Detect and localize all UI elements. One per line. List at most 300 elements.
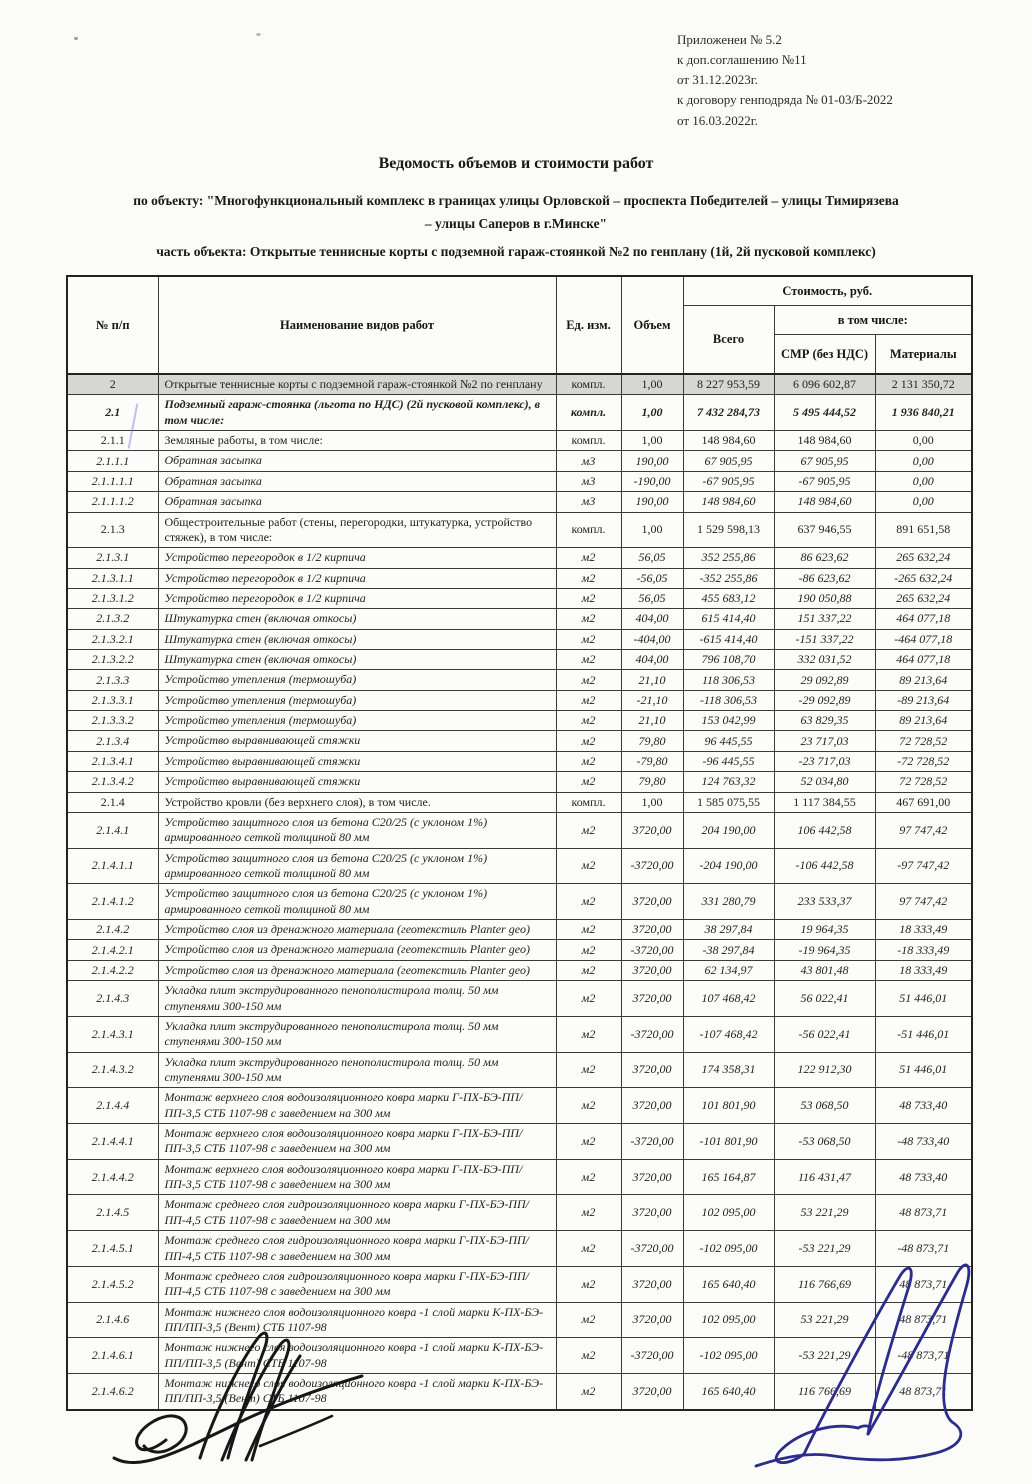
object-part-line: часть объекта: Открытые теннисные корты с подземной гараж-стоянкой №2 по генплану (1й, 2й пусковой комплекс) xyxy=(156,244,876,259)
smr-cell: 43 801,48 xyxy=(774,960,875,980)
volume-cell: 79,80 xyxy=(621,731,683,751)
smr-cell: 1 117 384,55 xyxy=(774,792,875,812)
row-number-cell: 2.1.4.6 xyxy=(67,1302,158,1338)
table-row xyxy=(67,548,972,568)
table-row xyxy=(67,812,972,848)
total-cell: 153 042,99 xyxy=(683,711,774,731)
appendix-line: от 16.03.2022г. xyxy=(677,112,758,128)
total-cell: -101 801,90 xyxy=(683,1124,774,1160)
table-row xyxy=(67,1231,972,1267)
volume-cell: 3720,00 xyxy=(621,1374,683,1410)
header-work-name: Наименование видов работ xyxy=(158,276,556,374)
row-number-cell: 2.1.3.1.2 xyxy=(67,588,158,608)
materials-cell: 891 651,58 xyxy=(875,512,972,548)
table-row xyxy=(67,731,972,751)
unit-cell: м2 xyxy=(556,1052,621,1088)
smr-cell: 116 766,69 xyxy=(774,1266,875,1302)
unit-cell: м2 xyxy=(556,650,621,670)
smr-cell: 106 442,58 xyxy=(774,812,875,848)
table-row xyxy=(67,1374,972,1410)
object-description xyxy=(36,190,996,236)
volume-cell: 3720,00 xyxy=(621,1195,683,1231)
table-row xyxy=(67,431,972,451)
total-cell: 455 683,12 xyxy=(683,588,774,608)
table-row xyxy=(67,884,972,920)
smr-cell: 332 031,52 xyxy=(774,650,875,670)
row-number-cell: 2.1.1.1 xyxy=(67,451,158,471)
unit-cell: м2 xyxy=(556,981,621,1017)
materials-cell: 89 213,64 xyxy=(875,670,972,690)
volume-cell: -404,00 xyxy=(621,629,683,649)
materials-cell: 48 873,71 xyxy=(875,1374,972,1410)
smr-cell: -86 623,62 xyxy=(774,568,875,588)
smr-cell: 5 495 444,52 xyxy=(774,395,875,431)
unit-cell: компл. xyxy=(556,374,621,395)
unit-cell: м2 xyxy=(556,568,621,588)
materials-cell: -265 632,24 xyxy=(875,568,972,588)
row-number-cell: 2.1.4.3 xyxy=(67,981,158,1017)
volume-cell: 404,00 xyxy=(621,650,683,670)
total-cell: 118 306,53 xyxy=(683,670,774,690)
unit-cell: м2 xyxy=(556,1266,621,1302)
table-header xyxy=(67,276,972,374)
unit-cell: м2 xyxy=(556,548,621,568)
appendix-header-block xyxy=(677,30,893,131)
volume-cell: -3720,00 xyxy=(621,940,683,960)
work-name-cell: Обратная засыпка xyxy=(158,451,556,471)
table-row xyxy=(67,792,972,812)
smr-cell: 53 068,50 xyxy=(774,1088,875,1124)
unit-cell: м2 xyxy=(556,1124,621,1160)
row-number-cell: 2.1.4.2.2 xyxy=(67,960,158,980)
work-name-cell: Устройство кровли (без верхнего слоя), в том числе. xyxy=(158,792,556,812)
total-cell: 1 585 075,55 xyxy=(683,792,774,812)
volume-cell: 3720,00 xyxy=(621,1088,683,1124)
unit-cell: м2 xyxy=(556,812,621,848)
total-cell: 38 297,84 xyxy=(683,920,774,940)
row-number-cell: 2.1.4.1.2 xyxy=(67,884,158,920)
work-name-cell: Монтаж нижнего слоя водоизоляционного ковра -1 слой марки К-ПХ-БЭ-ПП/ПП-3,5 (Вент) СТБ 1107-98 xyxy=(158,1302,556,1338)
work-name-cell: Монтаж среднего слоя гидроизоляционного ковра марки Г-ПХ-БЭ-ПП/ПП-4,5 СТБ 1107-98 с заведением на 300 мм xyxy=(158,1266,556,1302)
work-name-cell: Устройство слоя из дренажного материала (геотекстиль Planter geo) xyxy=(158,920,556,940)
unit-cell: м2 xyxy=(556,772,621,792)
row-number-cell: 2.1.4 xyxy=(67,792,158,812)
header-cost-group: Стоимость, руб. xyxy=(683,276,972,306)
volume-cell: 404,00 xyxy=(621,609,683,629)
table-row xyxy=(67,940,972,960)
row-number-cell: 2.1.1.1.2 xyxy=(67,492,158,512)
work-name-cell: Монтаж нижнего слоя водоизоляционного ковра -1 слой марки К-ПХ-БЭ-ПП/ПП-3,5 (Вент) СТБ 1107-98 xyxy=(158,1338,556,1374)
materials-cell: 97 747,42 xyxy=(875,884,972,920)
smr-cell: 53 221,29 xyxy=(774,1195,875,1231)
smr-cell: 23 717,03 xyxy=(774,731,875,751)
row-number-cell: 2.1.3.2.2 xyxy=(67,650,158,670)
unit-cell: компл. xyxy=(556,792,621,812)
smr-cell: 29 092,89 xyxy=(774,670,875,690)
table-row xyxy=(67,1338,972,1374)
materials-cell: -97 747,42 xyxy=(875,848,972,884)
materials-cell: -18 333,49 xyxy=(875,940,972,960)
volume-cell: -3720,00 xyxy=(621,848,683,884)
volume-cell: 190,00 xyxy=(621,492,683,512)
unit-cell: м2 xyxy=(556,711,621,731)
work-name-cell: Устройство выравнивающей стяжки xyxy=(158,731,556,751)
appendix-line: Приложенеи № 5.2 xyxy=(677,32,782,47)
smr-cell: -29 092,89 xyxy=(774,690,875,710)
smr-cell: -53 068,50 xyxy=(774,1124,875,1160)
table-row xyxy=(67,471,972,491)
materials-cell: 97 747,42 xyxy=(875,812,972,848)
materials-cell: -48 873,71 xyxy=(875,1231,972,1267)
row-number-cell: 2.1 xyxy=(67,395,158,431)
work-name-cell: Обратная засыпка xyxy=(158,492,556,512)
header-total: Всего xyxy=(683,306,774,375)
work-name-cell: Монтаж верхнего слоя водоизоляционного ковра марки Г-ПХ-БЭ-ПП/ПП-3,5 СТБ 1107-98 с заведением на 300 мм xyxy=(158,1159,556,1195)
smr-cell: 637 946,55 xyxy=(774,512,875,548)
unit-cell: м2 xyxy=(556,731,621,751)
smr-cell: -56 022,41 xyxy=(774,1016,875,1052)
smr-cell: 148 984,60 xyxy=(774,431,875,451)
unit-cell: м2 xyxy=(556,588,621,608)
materials-cell: 464 077,18 xyxy=(875,609,972,629)
materials-cell: 464 077,18 xyxy=(875,650,972,670)
materials-cell: 72 728,52 xyxy=(875,772,972,792)
volume-cell: -3720,00 xyxy=(621,1124,683,1160)
materials-cell: 48 733,40 xyxy=(875,1159,972,1195)
smr-cell: 19 964,35 xyxy=(774,920,875,940)
row-number-cell: 2.1.3.3.2 xyxy=(67,711,158,731)
work-name-cell: Штукатурка стен (включая откосы) xyxy=(158,650,556,670)
unit-cell: м2 xyxy=(556,1195,621,1231)
materials-cell: 48 873,71 xyxy=(875,1195,972,1231)
total-cell: -96 445,55 xyxy=(683,751,774,771)
work-name-cell: Монтаж среднего слоя гидроизоляционного ковра марки Г-ПХ-БЭ-ПП/ПП-4,5 СТБ 1107-98 с заведением на 300 мм xyxy=(158,1195,556,1231)
work-name-cell: Укладка плит экструдированного пенополистирола толщ. 50 мм ступенями 300-150 мм xyxy=(158,1016,556,1052)
volume-cell: 1,00 xyxy=(621,374,683,395)
table-row xyxy=(67,374,972,395)
table-row xyxy=(67,568,972,588)
materials-cell: 265 632,24 xyxy=(875,548,972,568)
work-table-body xyxy=(67,374,972,1410)
table-row xyxy=(67,1195,972,1231)
table-row xyxy=(67,920,972,940)
work-name-cell: Общестроительные работ (стены, перегородки, штукатурка, устройство стяжек), в том числе: xyxy=(158,512,556,548)
smr-cell: 233 533,37 xyxy=(774,884,875,920)
total-cell: 165 640,40 xyxy=(683,1374,774,1410)
total-cell: -102 095,00 xyxy=(683,1231,774,1267)
materials-cell: 48 873,71 xyxy=(875,1302,972,1338)
header-materials: Материалы xyxy=(875,335,972,375)
row-number-cell: 2.1.4.1.1 xyxy=(67,848,158,884)
document-title: Ведомость объемов и стоимости работ xyxy=(378,155,654,172)
volume-cell: 3720,00 xyxy=(621,920,683,940)
work-name-cell: Устройство слоя из дренажного материала (геотекстиль Planter geo) xyxy=(158,940,556,960)
total-cell: 107 468,42 xyxy=(683,981,774,1017)
unit-cell: м2 xyxy=(556,920,621,940)
materials-cell: 2 131 350,72 xyxy=(875,374,972,395)
volume-cell: 190,00 xyxy=(621,451,683,471)
volume-cell: 1,00 xyxy=(621,395,683,431)
work-name-cell: Устройство защитного слоя из бетона С20/25 (с уклоном 1%) армированного сеткой толщиной 80 мм xyxy=(158,812,556,848)
smr-cell: 67 905,95 xyxy=(774,451,875,471)
volume-cell: 3720,00 xyxy=(621,812,683,848)
row-number-cell: 2.1.4.2.1 xyxy=(67,940,158,960)
materials-cell: 89 213,64 xyxy=(875,711,972,731)
materials-cell: 1 936 840,21 xyxy=(875,395,972,431)
appendix-line: от 31.12.2023г. xyxy=(677,72,758,88)
volume-cell: 3720,00 xyxy=(621,1266,683,1302)
unit-cell: м3 xyxy=(556,471,621,491)
volume-cell: 56,05 xyxy=(621,588,683,608)
materials-cell: 265 632,24 xyxy=(875,588,972,608)
work-name-cell: Устройство выравнивающей стяжки xyxy=(158,772,556,792)
unit-cell: м2 xyxy=(556,1338,621,1374)
row-number-cell: 2 xyxy=(67,374,158,395)
smr-cell: 53 221,29 xyxy=(774,1302,875,1338)
total-cell: 148 984,60 xyxy=(683,431,774,451)
volume-cell: 3720,00 xyxy=(621,1159,683,1195)
smr-cell: -23 717,03 xyxy=(774,751,875,771)
row-number-cell: 2.1.4.3.2 xyxy=(67,1052,158,1088)
work-name-cell: Устройство перегородок в 1/2 кирпича xyxy=(158,588,556,608)
materials-cell: -48 873,71 xyxy=(875,1338,972,1374)
row-number-cell: 2.1.4.1 xyxy=(67,812,158,848)
table-row xyxy=(67,512,972,548)
work-name-cell: Подземный гараж-стоянка (льгота по НДС) (2й пусковой комплекс), в том числе: xyxy=(158,395,556,431)
volume-cell: 1,00 xyxy=(621,431,683,451)
work-name-cell: Укладка плит экструдированного пенополистирола толщ. 50 мм ступенями 300-150 мм xyxy=(158,1052,556,1088)
work-name-cell: Монтаж верхнего слоя водоизоляционного ковра марки Г-ПХ-БЭ-ПП/ПП-3,5 СТБ 1107-98 с заведением на 300 мм xyxy=(158,1124,556,1160)
total-cell: 67 905,95 xyxy=(683,451,774,471)
total-cell: 101 801,90 xyxy=(683,1088,774,1124)
unit-cell: м2 xyxy=(556,1302,621,1338)
unit-cell: компл. xyxy=(556,512,621,548)
volume-cell: 79,80 xyxy=(621,772,683,792)
header-smr: СМР (без НДС) xyxy=(774,335,875,375)
table-row xyxy=(67,670,972,690)
smr-cell: 116 431,47 xyxy=(774,1159,875,1195)
smr-cell: 151 337,22 xyxy=(774,609,875,629)
total-cell: 124 763,32 xyxy=(683,772,774,792)
volume-cell: -3720,00 xyxy=(621,1016,683,1052)
volume-cell: 3720,00 xyxy=(621,1052,683,1088)
scan-artifact xyxy=(256,33,261,36)
work-volume-cost-table xyxy=(66,275,973,1411)
total-cell: 96 445,55 xyxy=(683,731,774,751)
materials-cell: -48 733,40 xyxy=(875,1124,972,1160)
row-number-cell: 2.1.4.6.1 xyxy=(67,1338,158,1374)
smr-cell: -67 905,95 xyxy=(774,471,875,491)
total-cell: -67 905,95 xyxy=(683,471,774,491)
volume-cell: -3720,00 xyxy=(621,1231,683,1267)
header-volume: Объем xyxy=(621,276,683,374)
unit-cell: м2 xyxy=(556,629,621,649)
total-cell: 102 095,00 xyxy=(683,1195,774,1231)
materials-cell: 467 691,00 xyxy=(875,792,972,812)
row-number-cell: 2.1.4.5.2 xyxy=(67,1266,158,1302)
materials-cell: 0,00 xyxy=(875,451,972,471)
total-cell: 204 190,00 xyxy=(683,812,774,848)
row-number-cell: 2.1.3 xyxy=(67,512,158,548)
row-number-cell: 2.1.4.3.1 xyxy=(67,1016,158,1052)
volume-cell: 3720,00 xyxy=(621,960,683,980)
volume-cell: 3720,00 xyxy=(621,884,683,920)
volume-cell: -190,00 xyxy=(621,471,683,491)
volume-cell: 1,00 xyxy=(621,792,683,812)
row-number-cell: 2.1.3.3.1 xyxy=(67,690,158,710)
table-row xyxy=(67,711,972,731)
volume-cell: 1,00 xyxy=(621,512,683,548)
total-cell: 62 134,97 xyxy=(683,960,774,980)
table-row xyxy=(67,1088,972,1124)
total-cell: 8 227 953,59 xyxy=(683,374,774,395)
volume-cell: 56,05 xyxy=(621,548,683,568)
table-row xyxy=(67,1124,972,1160)
work-name-cell: Устройство выравнивающей стяжки xyxy=(158,751,556,771)
materials-cell: 48 873,71 xyxy=(875,1266,972,1302)
volume-cell: 21,10 xyxy=(621,711,683,731)
unit-cell: м3 xyxy=(556,492,621,512)
volume-cell: -3720,00 xyxy=(621,1338,683,1374)
object-line-1: по объекту: "Многофункциональный комплекс в границах улицы Орловской – проспекта Победителей – улицы Тимирязева xyxy=(133,193,899,208)
volume-cell: -21,10 xyxy=(621,690,683,710)
total-cell: -102 095,00 xyxy=(683,1338,774,1374)
unit-cell: м2 xyxy=(556,670,621,690)
object-line-2: – улицы Саперов в г.Минске" xyxy=(424,215,608,231)
total-cell: -107 468,42 xyxy=(683,1016,774,1052)
row-number-cell: 2.1.3.4 xyxy=(67,731,158,751)
table-row xyxy=(67,451,972,471)
smr-cell: 52 034,80 xyxy=(774,772,875,792)
materials-cell: -464 077,18 xyxy=(875,629,972,649)
table-row xyxy=(67,650,972,670)
smr-cell: -151 337,22 xyxy=(774,629,875,649)
total-cell: 352 255,86 xyxy=(683,548,774,568)
smr-cell: -53 221,29 xyxy=(774,1231,875,1267)
smr-cell: 63 829,35 xyxy=(774,711,875,731)
smr-cell: 122 912,30 xyxy=(774,1052,875,1088)
row-number-cell: 2.1.1 xyxy=(67,431,158,451)
row-number-cell: 2.1.3.4.1 xyxy=(67,751,158,771)
work-name-cell: Устройство защитного слоя из бетона С20/25 (с уклоном 1%) армированного сеткой толщиной 80 мм xyxy=(158,848,556,884)
smr-cell: 190 050,88 xyxy=(774,588,875,608)
smr-cell: 6 096 602,87 xyxy=(774,374,875,395)
total-cell: 148 984,60 xyxy=(683,492,774,512)
unit-cell: м2 xyxy=(556,1374,621,1410)
smr-cell: -106 442,58 xyxy=(774,848,875,884)
materials-cell: 18 333,49 xyxy=(875,920,972,940)
header-including: в том числе: xyxy=(774,306,972,335)
table-row xyxy=(67,588,972,608)
table-row xyxy=(67,981,972,1017)
work-name-cell: Монтаж среднего слоя гидроизоляционного ковра марки Г-ПХ-БЭ-ПП/ПП-4,5 СТБ 1107-98 с заведением на 300 мм xyxy=(158,1231,556,1267)
table-row xyxy=(67,1302,972,1338)
total-cell: -38 297,84 xyxy=(683,940,774,960)
unit-cell: м2 xyxy=(556,751,621,771)
work-name-cell: Монтаж нижнего слоя водоизоляционного ковра -1 слой марки К-ПХ-БЭ-ПП/ПП-3,5 (Вент) СТБ 1107-98 xyxy=(158,1374,556,1410)
table-row xyxy=(67,1052,972,1088)
row-number-cell: 2.1.4.4.1 xyxy=(67,1124,158,1160)
total-cell: 1 529 598,13 xyxy=(683,512,774,548)
smr-cell: 116 766,69 xyxy=(774,1374,875,1410)
table-row xyxy=(67,395,972,431)
table-row xyxy=(67,609,972,629)
table-row xyxy=(67,960,972,980)
materials-cell: -89 213,64 xyxy=(875,690,972,710)
work-name-cell: Земляные работы, в том числе: xyxy=(158,431,556,451)
row-number-cell: 2.1.3.2 xyxy=(67,609,158,629)
unit-cell: м3 xyxy=(556,451,621,471)
work-name-cell: Укладка плит экструдированного пенополистирола толщ. 50 мм ступенями 300-150 мм xyxy=(158,981,556,1017)
row-number-cell: 2.1.4.6.2 xyxy=(67,1374,158,1410)
work-name-cell: Монтаж верхнего слоя водоизоляционного ковра марки Г-ПХ-БЭ-ПП/ПП-3,5 СТБ 1107-98 с заведением на 300 мм xyxy=(158,1088,556,1124)
total-cell: 615 414,40 xyxy=(683,609,774,629)
total-cell: 165 640,40 xyxy=(683,1266,774,1302)
smr-cell: 86 623,62 xyxy=(774,548,875,568)
header-unit: Ед. изм. xyxy=(556,276,621,374)
unit-cell: м2 xyxy=(556,848,621,884)
materials-cell: -72 728,52 xyxy=(875,751,972,771)
work-name-cell: Открытые теннисные корты с подземной гараж-стоянкой №2 по генплану xyxy=(158,374,556,395)
table-row xyxy=(67,848,972,884)
unit-cell: компл. xyxy=(556,431,621,451)
total-cell: 7 432 284,73 xyxy=(683,395,774,431)
table-row xyxy=(67,492,972,512)
materials-cell: 48 733,40 xyxy=(875,1088,972,1124)
materials-cell: 0,00 xyxy=(875,471,972,491)
row-number-cell: 2.1.4.2 xyxy=(67,920,158,940)
work-name-cell: Устройство защитного слоя из бетона С20/25 (с уклоном 1%) армированного сеткой толщиной 80 мм xyxy=(158,884,556,920)
volume-cell: 21,10 xyxy=(621,670,683,690)
table-row xyxy=(67,690,972,710)
volume-cell: 3720,00 xyxy=(621,981,683,1017)
unit-cell: м2 xyxy=(556,1088,621,1124)
work-name-cell: Устройство утепления (термошуба) xyxy=(158,711,556,731)
unit-cell: м2 xyxy=(556,940,621,960)
unit-cell: компл. xyxy=(556,395,621,431)
table-row xyxy=(67,1016,972,1052)
total-cell: 165 164,87 xyxy=(683,1159,774,1195)
work-name-cell: Штукатурка стен (включая откосы) xyxy=(158,629,556,649)
row-number-cell: 2.1.3.2.1 xyxy=(67,629,158,649)
total-cell: -204 190,00 xyxy=(683,848,774,884)
work-name-cell: Устройство перегородок в 1/2 кирпича xyxy=(158,568,556,588)
materials-cell: 51 446,01 xyxy=(875,981,972,1017)
row-number-cell: 2.1.4.5.1 xyxy=(67,1231,158,1267)
work-name-cell: Обратная засыпка xyxy=(158,471,556,491)
smr-cell: -19 964,35 xyxy=(774,940,875,960)
row-number-cell: 2.1.1.1.1 xyxy=(67,471,158,491)
table-row xyxy=(67,1159,972,1195)
total-cell: 174 358,31 xyxy=(683,1052,774,1088)
work-name-cell: Устройство слоя из дренажного материала (геотекстиль Planter geo) xyxy=(158,960,556,980)
table-row xyxy=(67,772,972,792)
smr-cell: -53 221,29 xyxy=(774,1338,875,1374)
work-name-cell: Устройство перегородок в 1/2 кирпича xyxy=(158,548,556,568)
header-num: № п/п xyxy=(67,276,158,374)
materials-cell: 0,00 xyxy=(875,431,972,451)
smr-cell: 56 022,41 xyxy=(774,981,875,1017)
total-cell: -118 306,53 xyxy=(683,690,774,710)
materials-cell: 0,00 xyxy=(875,492,972,512)
unit-cell: м2 xyxy=(556,884,621,920)
volume-cell: -56,05 xyxy=(621,568,683,588)
row-number-cell: 2.1.4.4 xyxy=(67,1088,158,1124)
total-cell: 796 108,70 xyxy=(683,650,774,670)
unit-cell: м2 xyxy=(556,1159,621,1195)
unit-cell: м2 xyxy=(556,609,621,629)
volume-cell: -79,80 xyxy=(621,751,683,771)
